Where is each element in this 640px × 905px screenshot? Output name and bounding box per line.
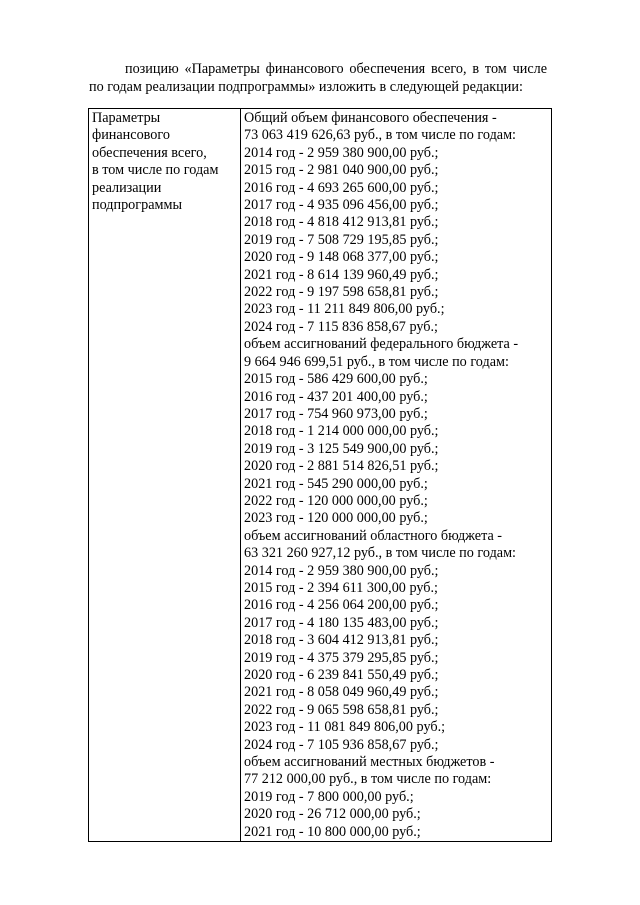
year-amount-line: 2021 год - 545 290 000,00 руб.; (244, 475, 428, 492)
year-amount-line: 2024 год - 7 115 836 858,67 руб.; (244, 318, 438, 335)
table-row (89, 109, 552, 842)
year-amount-line: 2020 год - 6 239 841 550,49 руб.; (244, 667, 439, 683)
year-amount-line: 2019 год - 3 125 549 900,00 руб.; (244, 440, 439, 457)
year-amount-line: 2018 год - 4 818 412 913,81 руб.; (244, 214, 439, 231)
label-line: обеспечения всего, (92, 144, 207, 161)
label-line: финансового (92, 127, 170, 144)
year-amount-line: 2022 год - 9 065 598 658,81 руб.; (244, 701, 439, 718)
year-amount-line: 2021 год - 8 058 049 960,49 руб.; (244, 684, 439, 701)
label-line: Параметры (92, 110, 161, 126)
parameter-label-cell (89, 109, 241, 842)
year-amount-line: 2014 год - 2 959 380 900,00 руб.; (244, 144, 439, 161)
year-amount-line: 2022 год - 120 000 000,00 руб.; (244, 492, 428, 509)
local-budget-heading: объем ассигнований местных бюджетов - (244, 754, 495, 771)
total-funding-amount: 73 063 419 626,63 руб., в том числе по годам: (244, 127, 516, 144)
federal-budget-heading: объем ассигнований федерального бюджета - (244, 336, 519, 353)
year-amount-line: 2018 год - 1 214 000 000,00 руб.; (244, 423, 439, 440)
local-budget-amount: 77 212 000,00 руб., в том числе по годам: (244, 771, 492, 788)
year-amount-line: 2016 год - 4 256 064 200,00 руб.; (244, 597, 439, 614)
regional-budget-heading: объем ассигнований областного бюджета - (244, 527, 503, 544)
year-amount-line: 2024 год - 7 105 936 858,67 руб.; (244, 736, 439, 753)
year-amount-line: 2017 год - 4 180 135 483,00 руб.; (244, 614, 439, 631)
year-amount-line: 2021 год - 10 800 000,00 руб.; (244, 823, 421, 840)
year-amount-line: 2016 год - 4 693 265 600,00 руб.; (244, 179, 439, 196)
year-amount-line: 2022 год - 9 197 598 658,81 руб.; (244, 284, 439, 301)
year-amount-line: 2019 год - 4 375 379 295,85 руб.; (244, 649, 439, 666)
year-amount-line: 2020 год - 9 148 068 377,00 руб.; (244, 249, 439, 266)
year-amount-line: 2019 год - 7 800 000,00 руб.; (244, 788, 414, 805)
label-line: в том числе по годам (92, 162, 219, 179)
federal-budget-amount: 9 664 946 699,51 руб., в том числе по годам: (244, 353, 509, 370)
regional-budget-amount: 63 321 260 927,12 руб., в том числе по годам: (244, 545, 516, 562)
intro-paragraph: позицию «Параметры финансового обеспечения всего, в том числе по годам реализации подпрограммы» изложить в следующей редакции: (89, 61, 547, 95)
year-amount-line: 2018 год - 3 604 412 913,81 руб.; (244, 632, 439, 649)
year-amount-line: 2014 год - 2 959 380 900,00 руб.; (244, 562, 439, 579)
label-line: подпрограммы (92, 197, 182, 214)
year-amount-line: 2017 год - 754 960 973,00 руб.; (244, 405, 428, 422)
year-amount-line: 2020 год - 2 881 514 826,51 руб.; (244, 458, 439, 475)
year-amount-line: 2023 год - 120 000 000,00 руб.; (244, 510, 428, 527)
year-amount-line: 2017 год - 4 935 096 456,00 руб.; (244, 197, 439, 214)
year-amount-line: 2023 год - 11 081 849 806,00 руб.; (244, 719, 446, 736)
year-amount-line: 2015 год - 2 394 611 300,00 руб.; (244, 579, 438, 596)
year-amount-line: 2021 год - 8 614 139 960,49 руб.; (244, 266, 439, 283)
year-amount-line: 2015 год - 586 429 600,00 руб.; (244, 371, 428, 388)
year-amount-line: 2020 год - 26 712 000,00 руб.; (244, 806, 421, 823)
year-amount-line: 2015 год - 2 981 040 900,00 руб.; (244, 162, 439, 179)
year-amount-line: 2016 год - 437 201 400,00 руб.; (244, 388, 428, 405)
label-line: реализации (92, 179, 162, 196)
funding-parameters-table (88, 108, 552, 842)
year-amount-line: 2019 год - 7 508 729 195,85 руб.; (244, 231, 439, 248)
total-funding-heading: Общий объем финансового обеспечения - (244, 110, 497, 126)
year-amount-line: 2023 год - 11 211 849 806,00 руб.; (244, 301, 445, 318)
parameter-value-cell (241, 109, 552, 842)
